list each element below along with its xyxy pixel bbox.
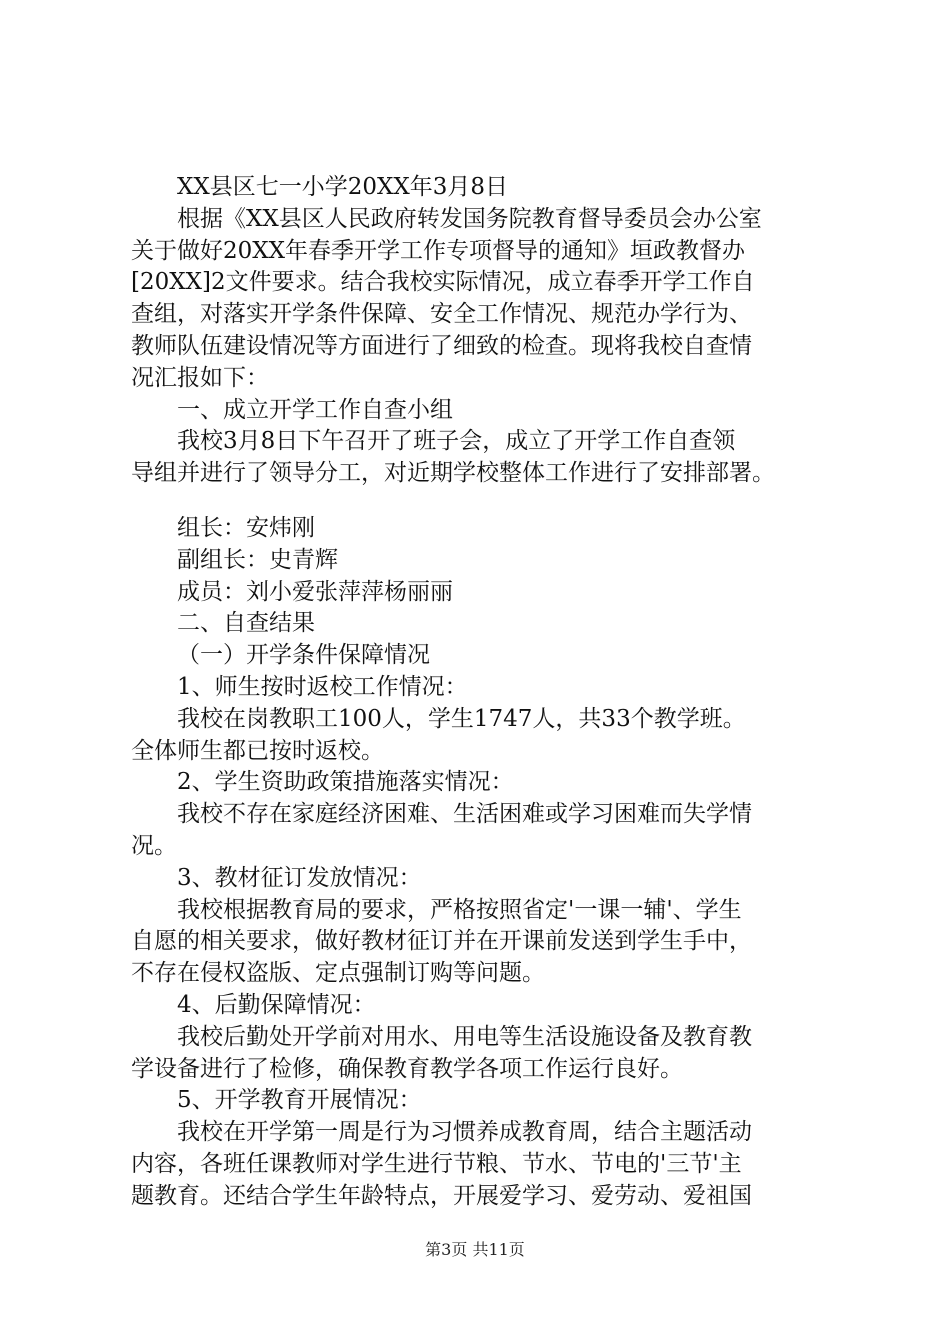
- paragraph-line: 我校不存在家庭经济困难、生活困难或学习困难而失学情: [177, 801, 752, 828]
- item-heading: 5、开学教育开展情况：: [177, 1087, 422, 1114]
- paragraph-line: 内容，各班任课教师对学生进行节粮、节水、节电的'三节'主: [131, 1150, 742, 1177]
- team-members-line: 成员：刘小爱张萍萍杨丽丽: [177, 578, 453, 605]
- team-deputy-line: 副组长：史青辉: [177, 546, 338, 573]
- date-line: XX县区七一小学20XX年3月8日: [177, 174, 509, 200]
- item-heading: 1、师生按时返校工作情况：: [177, 673, 468, 700]
- item-heading: 2、学生资助政策措施落实情况：: [177, 769, 514, 796]
- paragraph-line: 学设备进行了检修，确保教育教学各项工作运行良好。: [131, 1055, 683, 1082]
- paragraph-line: 我校在岗教职工100人，学生1747人，共33个教学班。: [177, 705, 746, 732]
- paragraph-line: 题教育。还结合学生年龄特点，开展爱学习、爱劳动、爱祖国: [131, 1182, 752, 1209]
- document-body: [131, 172, 851, 1213]
- paragraph-line: 导组并进行了领导分工，对近期学校整体工作进行了安排部署。: [131, 460, 775, 487]
- section-heading: 二、自查结果: [177, 610, 315, 637]
- item-heading: 4、后勤保障情况：: [177, 991, 376, 1018]
- page-number-footer: 第3页 共11页: [425, 1240, 525, 1259]
- paragraph-line: 况。: [131, 832, 177, 859]
- paragraph-line: 根据《XX县区人民政府转发国务院教育督导委员会办公室: [177, 205, 762, 232]
- item-heading: 3、教材征订发放情况：: [177, 864, 422, 891]
- paragraph-line: 我校根据教育局的要求，严格按照省定'一课一辅'、学生: [177, 896, 742, 923]
- section-heading: 一、成立开学工作自查小组: [177, 396, 453, 423]
- paragraph-line: 自愿的相关要求，做好教材征订并在开课前发送到学生手中，: [131, 928, 752, 955]
- paragraph-line: 我校在开学第一周是行为习惯养成教育周，结合主题活动: [177, 1119, 752, 1146]
- paragraph-gap: [131, 490, 851, 513]
- paragraph-line: 关于做好20XX年春季开学工作专项督导的通知》垣政教督办: [131, 237, 746, 264]
- paragraph-line: 教师队伍建设情况等方面进行了细致的检查。现将我校自查情: [131, 332, 752, 359]
- paragraph-line: 我校3月8日下午召开了班子会，成立了开学工作自查领: [177, 428, 736, 455]
- team-leader-line: 组长：安炜刚: [177, 514, 315, 541]
- paragraph-line: 查组，对落实开学条件保障、安全工作情况、规范办学行为、: [131, 301, 752, 328]
- paragraph-line: 不存在侵权盗版、定点强制订购等问题。: [131, 960, 545, 987]
- paragraph-line: 我校后勤处开学前对用水、用电等生活设施设备及教育教: [177, 1023, 752, 1050]
- paragraph-line: 况汇报如下：: [131, 364, 269, 391]
- paragraph-line: [20XX]2文件要求。结合我校实际情况，成立春季开学工作自: [131, 269, 755, 296]
- subsection-heading: （一）开学条件保障情况: [177, 642, 430, 669]
- paragraph-line: 全体师生都已按时返校。: [131, 737, 384, 764]
